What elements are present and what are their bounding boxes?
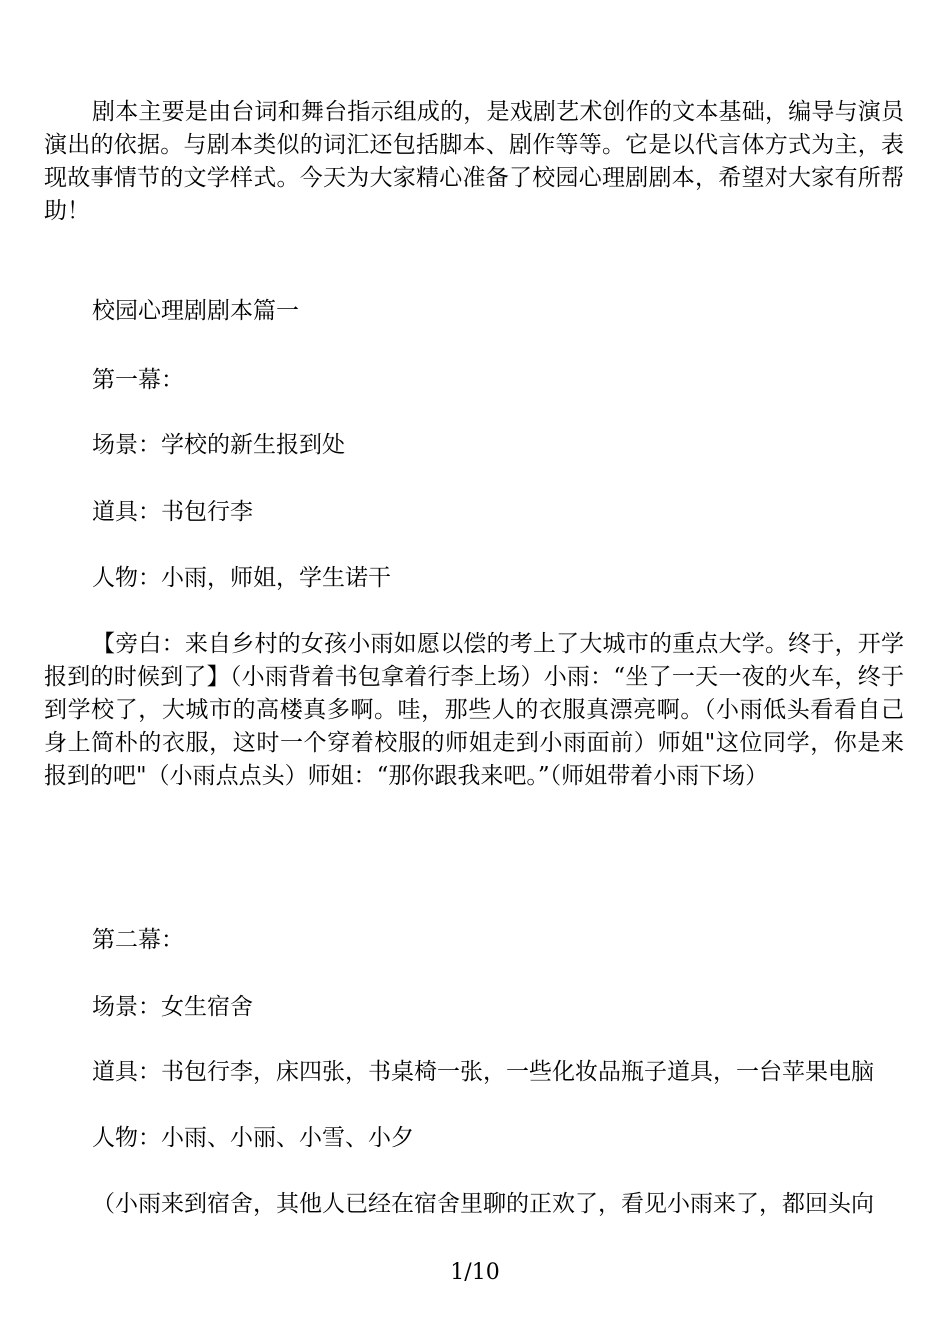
section-title: 校园心理剧剧本篇一 xyxy=(92,298,299,324)
act2-title: 第二幕： xyxy=(92,927,184,953)
act2-scene: 场景：女生宿舍 xyxy=(92,994,253,1020)
intro-paragraph: 剧本主要是由台词和舞台指示组成的，是戏剧艺术创作的文本基础，编导与演员演出的依据。与剧本类似的词汇还包括脚本、剧作等等。它是以代言体方式为主，表现故事情节的文学样式。今天为大家精心准备了校园心理剧剧本，希望对大家有所帮助！ xyxy=(44,99,904,224)
page-number: 1/10 xyxy=(450,1260,500,1285)
act1-title: 第一幕： xyxy=(92,367,184,393)
act1-scene: 场景：学校的新生报到处 xyxy=(92,432,345,458)
act2-characters: 人物：小雨、小丽、小雪、小夕 xyxy=(92,1125,414,1151)
act2-props: 道具：书包行李，床四张，书桌椅一张，一些化妆品瓶子道具，一台苹果电脑 xyxy=(92,1059,874,1085)
act1-narration: 【旁白：来自乡村的女孩小雨如愿以偿的考上了大城市的重点大学。终于，开学报到的时候到了】（小雨背着书包拿着行李上场）小雨：“坐了一天一夜的火车，终于到学校了，大城市的高楼真多啊。哇，那些人的衣服真漂亮啊。（小雨低头看看自己身上简朴的衣服，这时一个穿着校服的师姐走到小雨面前）师姐"这位同学，你是来报到的吧"（小雨点点头）师姐：“那你跟我来吧。”（师姐带着小雨下场） xyxy=(44,631,904,789)
act1-characters: 人物：小雨，师姐，学生诺干 xyxy=(92,565,391,591)
act1-props: 道具：书包行李 xyxy=(92,499,253,525)
act2-narration: （小雨来到宿舍，其他人已经在宿舍里聊的正欢了，看见小雨来了，都回头向 xyxy=(92,1191,874,1217)
